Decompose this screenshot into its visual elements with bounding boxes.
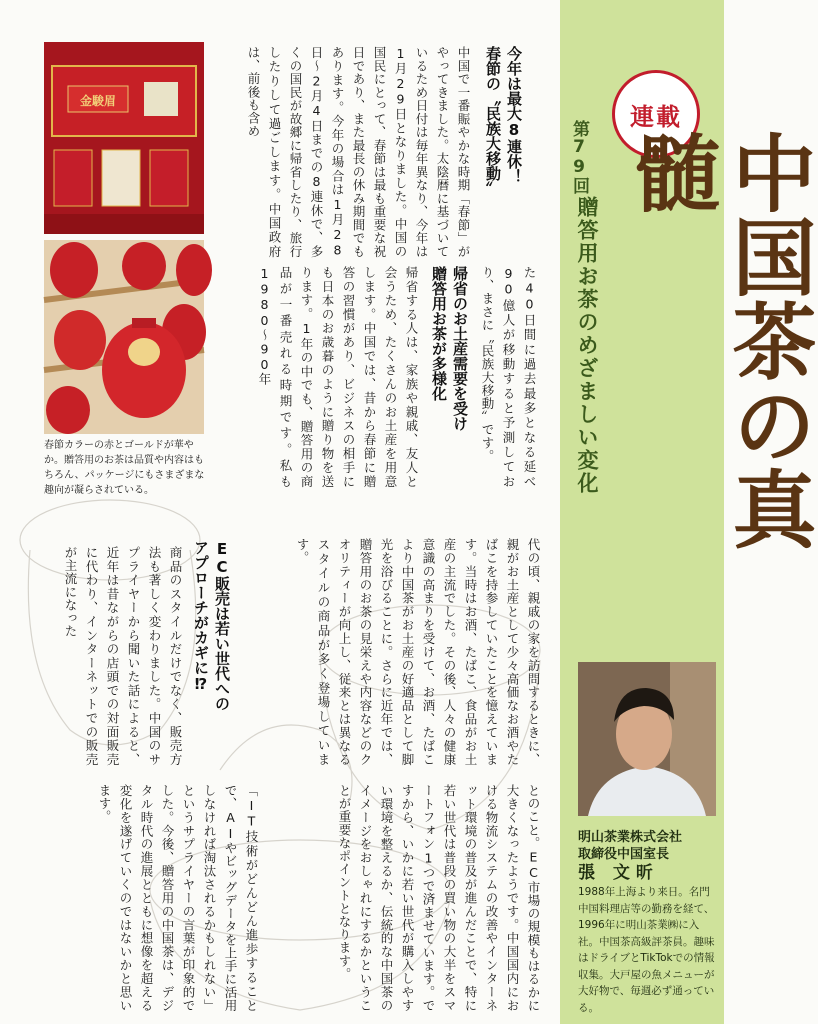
article-column-1: 中国で一番賑やかな時期「春節」がやってきました。太陰暦に基づいているため日付は毎年異なり、今年は1月29日となりました。中国の国民にとって、春節は最も重要な祝日であり、また最長の休み期間でもあります。今年の場合は1月28日〜2月4日までの8連休で、多くの国民が故郷に帰省したり、旅行したりして過ごします。中国政府は、前後も含め (246, 46, 471, 258)
photo-caption: 春節カラーの赤とゴールドが華やか。贈答用のお茶は品質や内容はもちろん、パッケージにもさまざまな趣向が凝らされている。 (44, 440, 205, 496)
heading-ec-sales: EC販売は若い世代への アプローチがカギに⁉ (192, 540, 231, 711)
serial-badge: 連載 (612, 70, 700, 158)
heading-gift-demand: 帰省のお土産需要を受け 贈答用お茶が多様化 (430, 266, 469, 431)
article-column-4a: 商品のスタイルだけでなく、販売方法も著しく変わりました。中国のサプライヤーから聞いた話によると、近年は昔ながらの店頭での対面販売に代わり、インターネットでの販売が主流になった (63, 546, 183, 766)
author-portrait (578, 662, 716, 816)
author-portrait-drawing (578, 662, 716, 816)
tea-gift-box-photo (44, 42, 204, 234)
article-column-4b: とのこと。EC市場の規模もはるかに大きくなったようです。中国国内における物流システムの改善やインターネット環境の普及が進んだことで、特に若い世代は普段の買い物の大半をスマートフォン1つで済ませています。ですから、いかに若い世代が購入しやすい環境を整えるか、伝統的な中国茶のイメージをおしゃれにするかということが重要なポイントとなります。 (337, 784, 541, 1012)
tea-jars-photo (44, 240, 204, 434)
episode-number: 第79回 (569, 120, 589, 194)
article-column-3: 代の頃、親戚の家を訪問するときに、親がお土産として少々高価なお酒やたばこを持参していたことを憶えています。当時はお酒、たばこ、食品がお土産の主流でした。その後、人々の健康意識の高まりを受けて、お酒、たばこより中国茶がお土産の好適品として脚光を浴びることに。さらに近年では、贈答用のお茶の見栄えや内容などのクオリティーが向上し、従来とは異なるスタイルの商品が多く登場しています。 (295, 538, 541, 766)
author-name: 張 文昕 (578, 863, 659, 883)
heading-eight-day-holiday: 今年は最大8連休！ 春節の〝民族大移動〟 (484, 46, 523, 196)
author-company: 明山茶業株式会社 (578, 830, 683, 845)
tea-gift-box-drawing (44, 42, 204, 234)
author-role: 取締役中国室長 (578, 847, 670, 862)
article-column-2a: た40日間に過去最多となる延べ90億人が移動すると予測しており、まさに〝民族大移動〟です。 (480, 266, 537, 488)
series-title: 中国茶の真髄 (623, 130, 818, 550)
tea-jars-drawing (44, 240, 204, 434)
article-column-2b: 帰省する人は、家族や親戚、友人と会うため、たくさんのお土産を用意します。中国では、昔から春節に贈答の習慣があり、ビジネスの相手にも日本のお歳暮のように贈り物を送ります。1年の中でも、贈答用の商品が一番売れる時期です。私も1980〜90年 (257, 266, 419, 488)
gift-box-label: 金駿眉 (79, 94, 116, 108)
series-subtitle: 贈答用お茶のめざましい変化 (575, 196, 599, 495)
article-column-5: 「IT技術がどんどん進歩することで、AIやビッグデータを上手に活用しなければ淘汰されるかもしれない」というサプライヤーの言葉が印象的でした。今後、贈答用の中国茶は、デジタル時代の進展とともに想像を超える変化を遂げていくのではないかと思います。 (97, 784, 259, 1012)
author-bio: 1988年上海より来日。名門中国料理店等の勤務を経て、1996年に明山茶業㈱に入社。中国茶高級評茶員。趣味はドライブとTikTokでの情報収集。大戸屋の魚メニューが大好物で、毎週必ず通っている。 (578, 886, 715, 1014)
